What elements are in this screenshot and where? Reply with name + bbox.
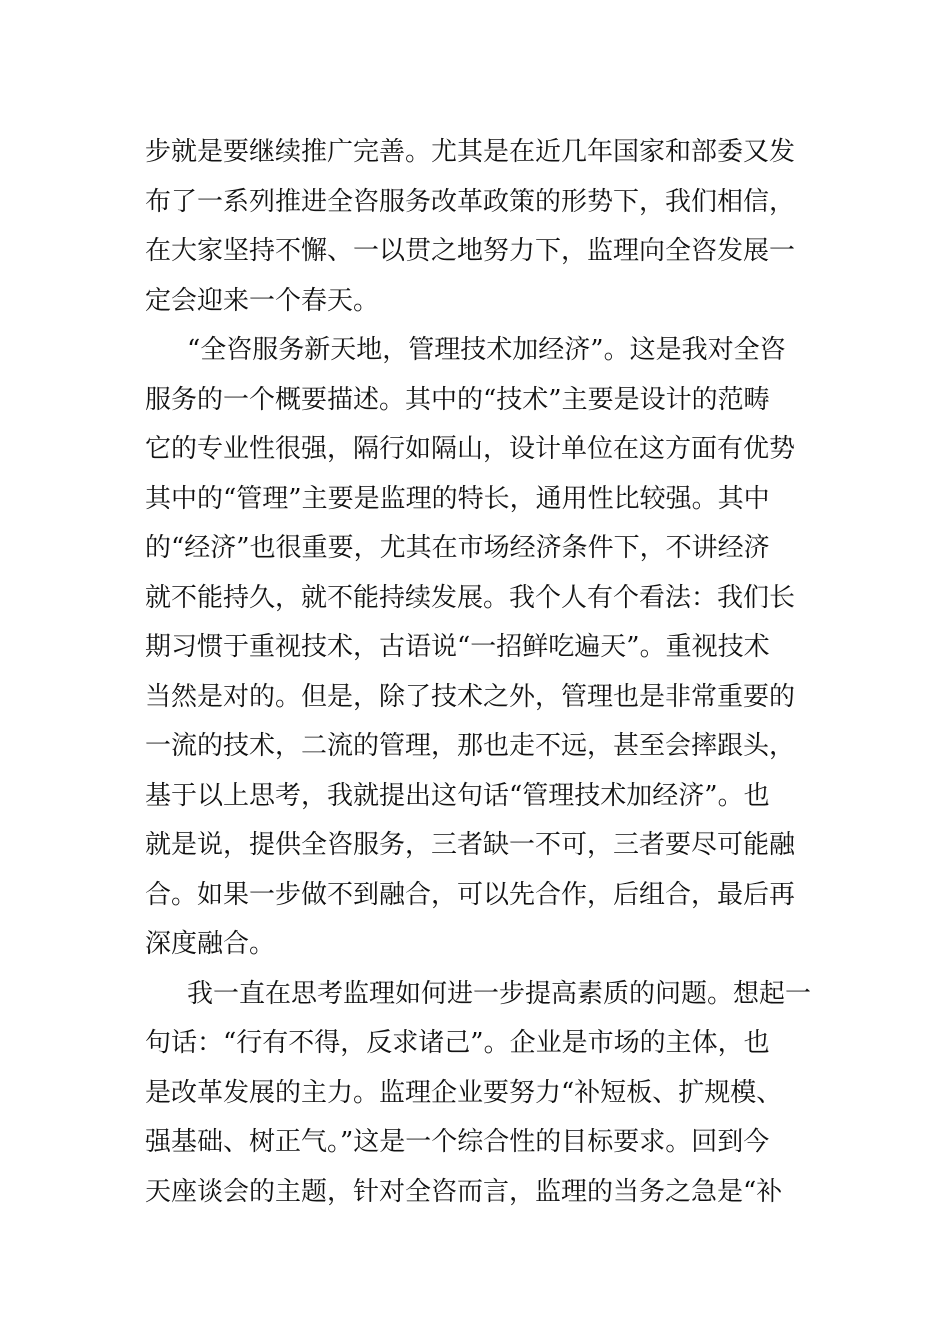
text-line: 就是说，提供全咨服务，三者缺一不可，三者要尽可能融 — [145, 830, 796, 860]
body-text — [145, 128, 815, 1217]
text-line: 在大家坚持不懈、一以贯之地努力下，监理向全咨发展一 — [145, 236, 796, 266]
paragraph-start-line: “全咨服务新天地，管理技术加经济”。这是我对全咨 — [187, 335, 786, 365]
text-line: 句话：“行有不得，反求诸己”。企业是市场的主体，也 — [145, 1028, 770, 1058]
text-line: 是改革发展的主力。监理企业要努力“补短板、扩规模、 — [145, 1077, 783, 1108]
paragraph-start-line: 我一直在思考监理如何进一步提高素质的问题。想起一 — [187, 978, 812, 1009]
text-line: 服务的一个概要描述。其中的“技术”主要是设计的范畴 — [145, 384, 770, 415]
text-line: 当然是对的。但是，除了技术之外，管理也是非常重要的 — [145, 681, 796, 712]
text-line: 强基础、树正气。”这是一个综合性的目标要求。回到今 — [145, 1127, 770, 1157]
text-line: 其中的“管理”主要是监理的特长，通用性比较强。其中 — [145, 483, 770, 514]
text-line: 合。如果一步做不到融合，可以先合作，后组合，最后再 — [145, 879, 796, 910]
text-line: 布了一系列推进全咨服务改革政策的形势下，我们相信， — [145, 186, 796, 217]
text-line: 定会迎来一个春天。 — [145, 285, 380, 316]
text-line: 一流的技术，二流的管理，那也走不远，甚至会摔跟头， — [145, 731, 796, 761]
text-line: 深度融合。 — [145, 929, 276, 959]
text-line: 它的专业性很强，隔行如隔山，设计单位在这方面有优势 — [145, 434, 796, 464]
text-line: 天座谈会的主题，针对全咨而言，监理的当务之急是“补 — [145, 1176, 783, 1207]
text-line: 就不能持久，就不能持续发展。我个人有个看法：我们长 — [145, 582, 796, 613]
text-line: 的“经济”也很重要，尤其在市场经济条件下，不讲经济 — [145, 533, 770, 563]
text-line: 期习惯于重视技术，古语说“一招鲜吃遍天”。重视技术 — [145, 632, 770, 662]
text-line: 步就是要继续推广完善。尤其是在近几年国家和部委又发 — [145, 137, 796, 167]
text-line: 基于以上思考，我就提出这句话“管理技术加经济”。也 — [145, 780, 770, 811]
